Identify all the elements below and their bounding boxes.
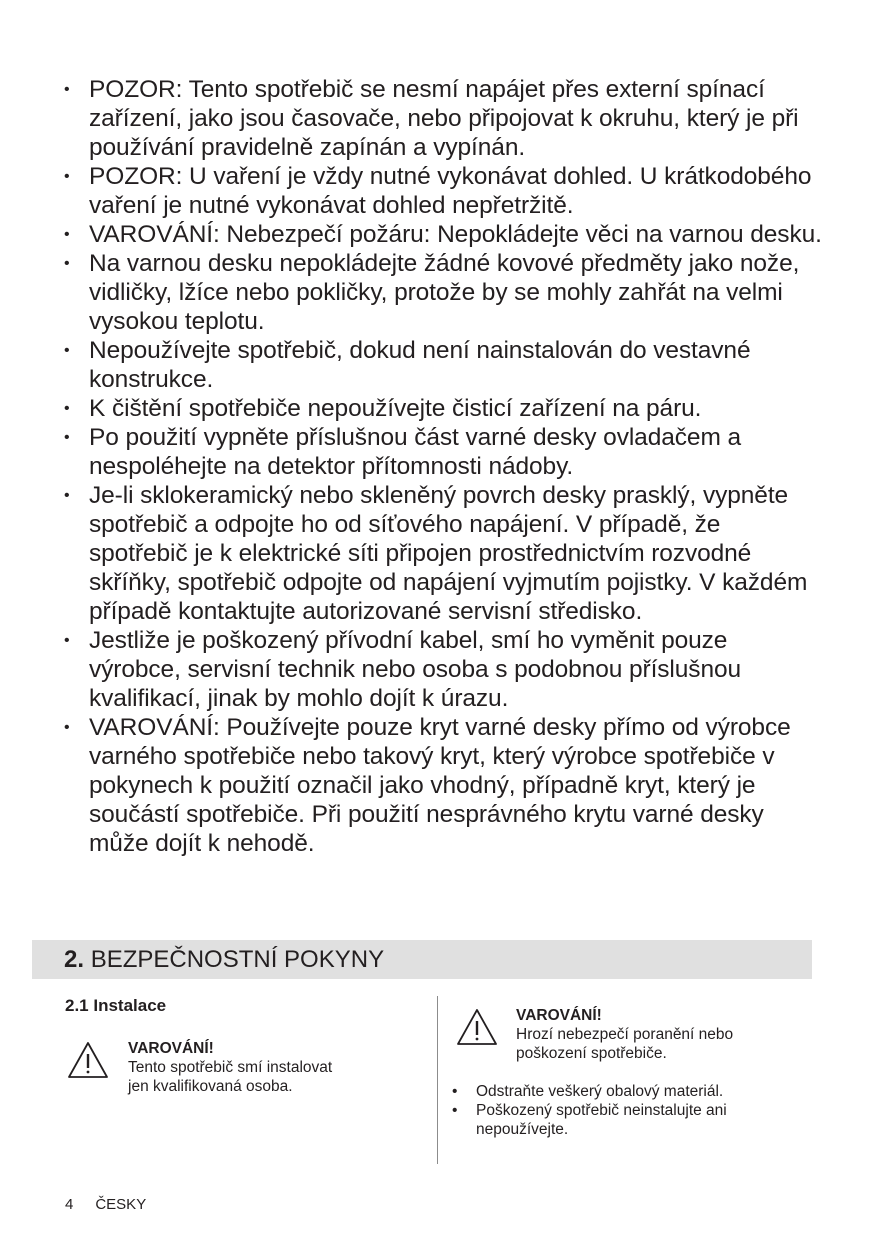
page-number: 4 [65, 1196, 74, 1213]
bullet-dot: • [64, 719, 70, 736]
bullet-dot: • [64, 226, 70, 243]
list-item [452, 1082, 812, 1101]
warning-title: VAROVÁNÍ! [516, 1007, 602, 1024]
bullet-item [62, 75, 822, 162]
bullet-item [62, 249, 822, 336]
bullet-text: VAROVÁNÍ: Nebezpečí požáru: Nepokládejte věci na varnou desku. [89, 221, 822, 248]
bullet-text: Na varnou desku nepokládejte žádné kovové předměty jako nože, vidličky, lžíce nebo pokličky, protože by se mohly zahřát na velmi vysokou teplotu. [89, 250, 800, 335]
bullet-item [62, 162, 822, 220]
bullet-dot: • [64, 487, 70, 504]
bullet-text: K čištění spotřebiče nepoužívejte čisticí zařízení na páru. [89, 395, 702, 422]
right-column [452, 1002, 812, 1139]
bullet-item [62, 713, 822, 858]
subheading-installation: 2.1 Instalace [65, 996, 167, 1015]
bullet-dot: • [64, 632, 70, 649]
bullet-dot: • [64, 342, 70, 359]
bullet-text: Je-li sklokeramický nebo skleněný povrch desky prasklý, vypněte spotřebič a odpojte ho od síťového napájení. V případě, že spotřebič je k elektrické síti připojen prostřednictvím rozvodné skříňky, spotřebič odpojte od napájení vyjmutím pojistky. V každém případě kontaktujte autorizované servisní středisko. [89, 482, 808, 625]
list-item-text: Odstraňte veškerý obalový materiál. [476, 1083, 724, 1100]
page-footer [65, 1196, 146, 1214]
bullet-text: VAROVÁNÍ: Používejte pouze kryt varné desky přímo od výrobce varného spotřebiče nebo takový kryt, který výrobce spotřebiče v pokynech k použití označil jako vhodný, případně kryt, který je součástí spotřebiče. Při použití nesprávného krytu varné desky může dojít k nehodě. [89, 714, 791, 857]
warning-box [65, 1035, 405, 1099]
bullet-dot: • [64, 255, 70, 272]
list-item [452, 1101, 812, 1139]
left-column [65, 995, 405, 1099]
bullet-text: Nepoužívejte spotřebič, dokud není nainstalován do vestavné konstrukce. [89, 337, 751, 393]
section-title: BEZPEČNOSTNÍ POKYNY [90, 946, 385, 973]
bullet-dot: • [64, 81, 70, 98]
warning-line: poškození spotřebiče. [516, 1045, 667, 1062]
bullet-text: Jestliže je poškozený přívodní kabel, smí ho vyměnit pouze výrobce, servisní technik nebo osoba s podobnou příslušnou kvalifikací, jinak by mohlo dojít k úrazu. [89, 627, 742, 712]
bullet-item [62, 220, 822, 249]
column-divider [437, 996, 438, 1164]
bullet-item [62, 423, 822, 481]
warning-triangle-icon [456, 1008, 498, 1046]
language-label: ČESKY [95, 1196, 147, 1213]
bullet-dot: • [452, 1083, 458, 1100]
warning-line: jen kvalifikovaná osoba. [128, 1078, 293, 1095]
section-number: 2. [64, 946, 85, 973]
bullet-dot: • [64, 168, 70, 185]
warning-text [128, 1039, 408, 1096]
bullet-dot: • [64, 400, 70, 417]
warning-box [452, 1002, 812, 1072]
safety-bullet-list [62, 75, 822, 858]
bullet-item [62, 394, 822, 423]
bullet-text: POZOR: Tento spotřebič se nesmí napájet přes externí spínací zařízení, jako jsou časovače, nebo připojovat k okruhu, který je při používání pravidelně zapínán a vypínán. [89, 76, 799, 161]
warning-line: Hrozí nebezpečí poranění nebo [516, 1026, 734, 1043]
section-heading [32, 940, 812, 979]
bullet-item [62, 481, 822, 626]
warning-title: VAROVÁNÍ! [128, 1040, 214, 1057]
bullet-dot: • [64, 429, 70, 446]
warning-text [516, 1006, 806, 1063]
bullet-text: Po použití vypněte příslušnou část varné desky ovladačem a nespoléhejte na detektor přítomnosti nádoby. [89, 424, 741, 480]
list-item-text: Poškozený spotřebič neinstalujte ani nepoužívejte. [476, 1102, 727, 1138]
bullet-text: POZOR: U vaření je vždy nutné vykonávat dohled. U krátkodobého vaření je nutné vykonávat dohled nepřetržitě. [89, 163, 812, 219]
warning-line: Tento spotřebič smí instalovat [128, 1059, 333, 1076]
bullet-dot: • [452, 1102, 458, 1119]
bullet-item [62, 336, 822, 394]
warning-triangle-icon [67, 1041, 109, 1079]
installation-list [452, 1082, 812, 1139]
bullet-item [62, 626, 822, 713]
